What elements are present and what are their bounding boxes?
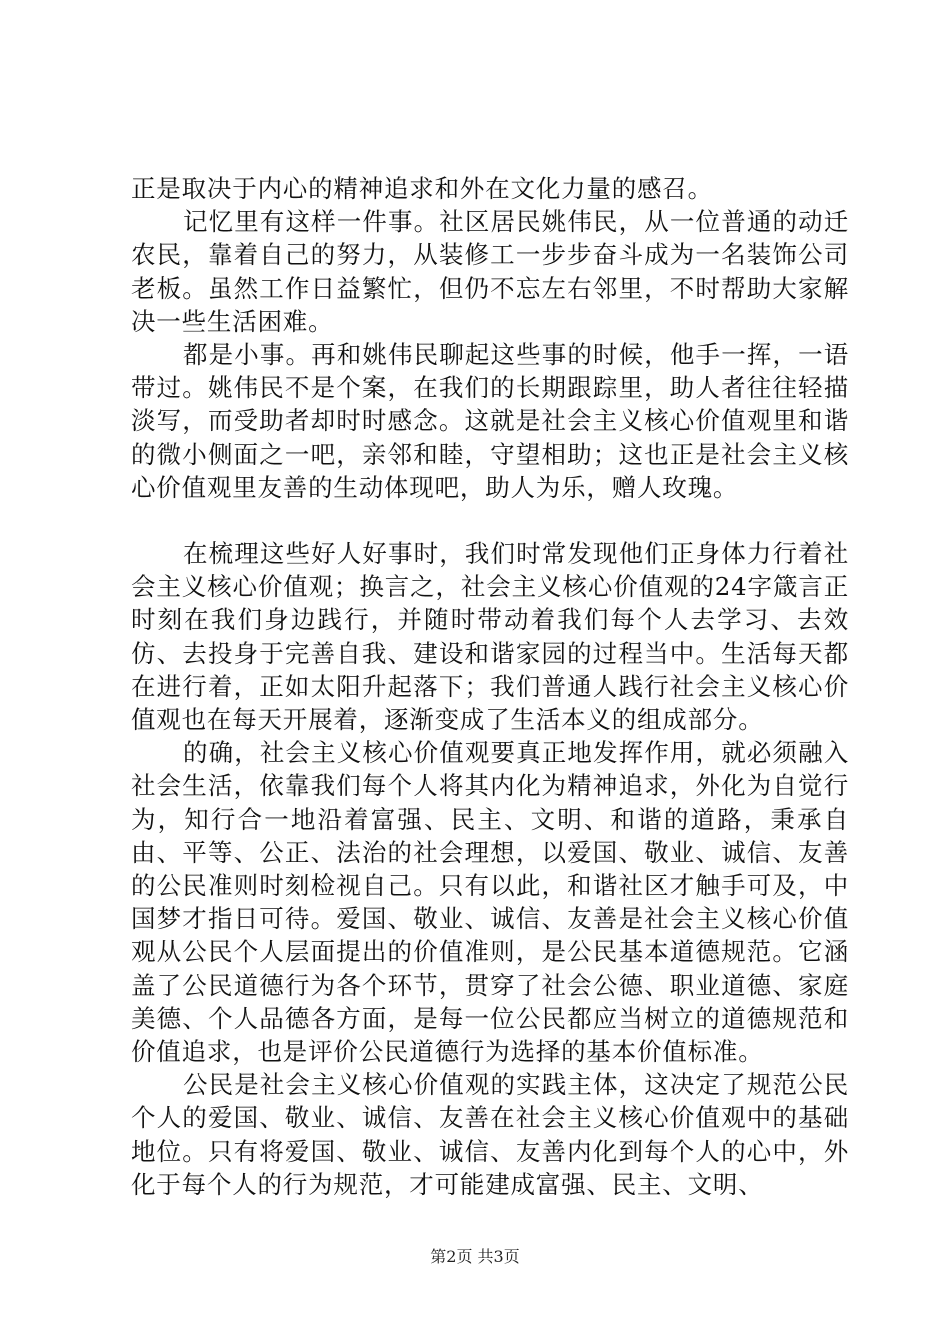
document-body — [131, 172, 849, 1201]
paragraph-5: 的确，社会主义核心价值观要真正地发挥作用，就必须融入社会生活，依靠我们每个人将其内化为精神追求，外化为自觉行为，知行合一地沿着富强、民主、文明、和谐的道路，秉承自由、平等、公正、法治的社会理想，以爱国、敬业、诚信、友善的公民准则时刻检视自己。只有以此，和谐社区才触手可及，中国梦才指日可待。爱国、敬业、诚信、友善是社会主义核心价值观从公民个人层面提出的价值准则，是公民基本道德规范。它涵盖了公民道德行为各个环节，贯穿了社会公德、职业道德、家庭美德、个人品德各方面，是每一位公民都应当树立的道德规范和价值追求，也是评价公民道德行为选择的基本价值标准。 — [131, 738, 849, 1067]
paragraph-2: 记忆里有这样一件事。社区居民姚伟民，从一位普通的动迁农民，靠着自己的努力，从装修工一步步奋斗成为一名装饰公司老板。虽然工作日益繁忙，但仍不忘左右邻里，不时帮助大家解决一些生活困难。 — [131, 207, 849, 336]
paragraph-spacer — [131, 504, 849, 537]
paragraph-4: 在梳理这些好人好事时，我们时常发现他们正身体力行着社会主义核心价值观；换言之，社会主义核心价值观的24字箴言正时刻在我们身边践行，并随时带动着我们每个人去学习、去效仿、去投身于完善自我、建设和谐家园的过程当中。生活每天都在进行着，正如太阳升起落下；我们普通人践行社会主义核心价值观也在每天开展着，逐渐变成了生活本义的组成部分。 — [131, 539, 849, 735]
paragraph-1: 正是取决于内心的精神追求和外在文化力量的感召。 — [131, 174, 713, 203]
page-footer: 第2页 共3页 — [430, 1247, 520, 1266]
paragraph-6: 公民是社会主义核心价值观的实践主体，这决定了规范公民个人的爱国、敬业、诚信、友善在社会主义核心价值观中的基础地位。只有将爱国、敬业、诚信、友善内化到每个人的心中，外化于每个人的行为规范，才可能建成富强、民主、文明、 — [131, 1070, 849, 1199]
paragraph-3: 都是小事。再和姚伟民聊起这些事的时候，他手一挥，一语带过。姚伟民不是个案，在我们的长期跟踪里，助人者往往轻描淡写，而受助者却时时感念。这就是社会主义核心价值观里和谐的微小侧面之一吧，亲邻和睦，守望相助；这也正是社会主义核心价值观里友善的生动体现吧，助人为乐，赠人玫瑰。 — [131, 340, 849, 502]
